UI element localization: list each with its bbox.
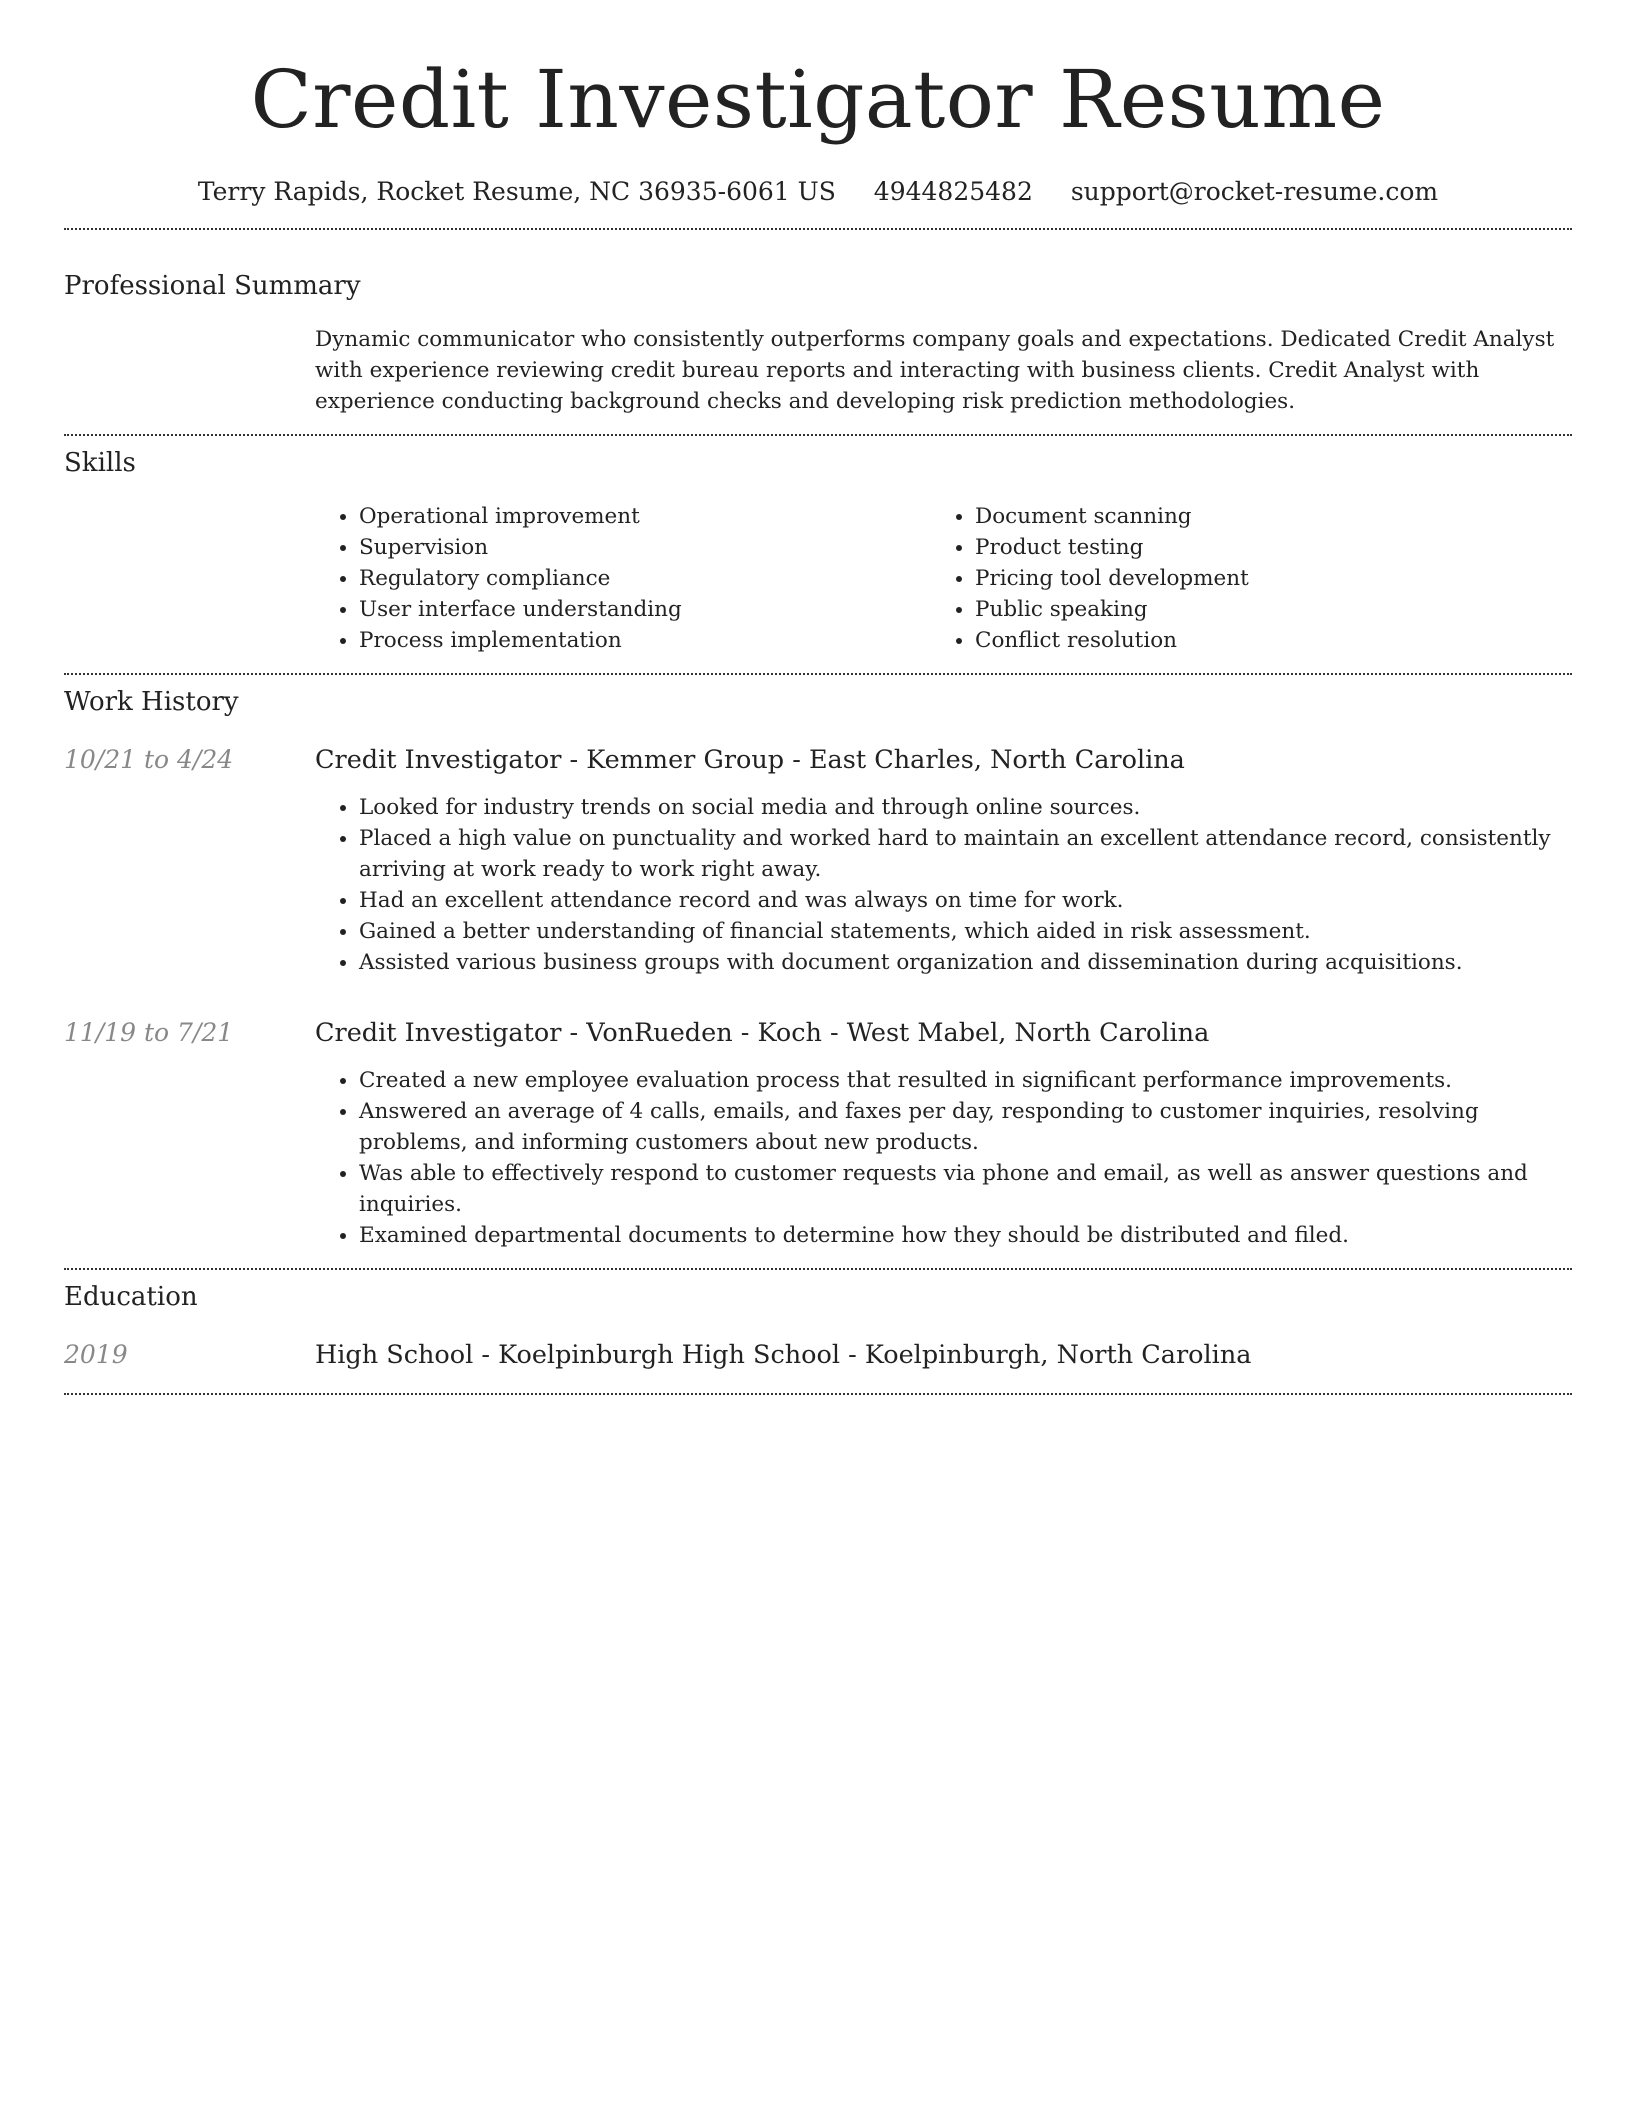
job-dates: 11/19 to 7/21 <box>64 1018 234 1047</box>
job-entry <box>64 744 1572 978</box>
skill-item: • Document scanning <box>975 501 1547 532</box>
resume-page <box>64 0 1572 1395</box>
contact-email: support@rocket-resume.com <box>1070 177 1439 206</box>
section-heading-skills: Skills <box>64 448 136 478</box>
contact-line <box>64 176 1572 208</box>
contact-address: Terry Rapids, Rocket Resume, NC 36935-6061 US <box>197 177 836 206</box>
summary-row <box>64 324 1572 417</box>
job-title: Credit Investigator - VonRueden - Koch - West Mabel, North Carolina <box>315 1018 1210 1048</box>
education-entry <box>64 1339 1572 1371</box>
job-bullet: • Gained a better understanding of financial statements, which aided in risk assessment. <box>359 916 1572 947</box>
skill-item: • Public speaking <box>975 594 1547 625</box>
divider <box>64 434 1572 436</box>
skill-item: • Product testing <box>975 532 1547 563</box>
education-title: High School - Koelpinburgh High School - Koelpinburgh, North Carolina <box>315 1340 1252 1370</box>
skill-item: • Process implementation <box>359 625 931 656</box>
job-bullets <box>315 792 1572 978</box>
skill-item: • Pricing tool development <box>975 563 1547 594</box>
contact-phone: 4944825482 <box>873 177 1033 206</box>
skill-item: • Conflict resolution <box>975 625 1547 656</box>
skill-item: • Regulatory compliance <box>359 563 931 594</box>
job-bullets <box>315 1065 1572 1251</box>
skills-list-left <box>315 501 931 656</box>
resume-title: Credit Investigator Resume <box>250 53 1386 146</box>
job-bullet: • Looked for industry trends on social media and through online sources. <box>359 792 1572 823</box>
skills-list-right <box>931 501 1547 656</box>
job-bullet: • Placed a high value on punctuality and worked hard to maintain an excellent attendance record, consistently arriving at work ready to work right away. <box>359 823 1572 885</box>
skill-item: • User interface understanding <box>359 594 931 625</box>
section-heading-education: Education <box>64 1282 198 1312</box>
job-bullet: • Created a new employee evaluation process that resulted in significant performance improvements. <box>359 1065 1572 1096</box>
divider <box>64 228 1572 230</box>
job-bullet: • Was able to effectively respond to customer requests via phone and email, as well as answer questions and inquiries. <box>359 1158 1572 1220</box>
job-bullet: • Examined departmental documents to determine how they should be distributed and filed. <box>359 1220 1572 1251</box>
education-dates: 2019 <box>64 1340 128 1369</box>
job-bullet: • Answered an average of 4 calls, emails, and faxes per day, responding to customer inquiries, resolving problems, and informing customers about new products. <box>359 1096 1572 1158</box>
job-title: Credit Investigator - Kemmer Group - East Charles, North Carolina <box>315 745 1185 775</box>
skill-item: • Operational improvement <box>359 501 931 532</box>
job-dates: 10/21 to 4/24 <box>64 745 234 774</box>
skills-row <box>64 501 1572 656</box>
skill-item: • Supervision <box>359 532 931 563</box>
skills-columns <box>315 501 1572 656</box>
job-bullet: • Had an excellent attendance record and was always on time for work. <box>359 885 1572 916</box>
divider <box>64 1268 1572 1270</box>
section-heading-work: Work History <box>64 687 239 717</box>
divider <box>64 1393 1572 1395</box>
divider <box>64 673 1572 675</box>
summary-text: Dynamic communicator who consistently outperforms company goals and expectations. Dedicated Credit Analyst with experience reviewing credit bureau reports and interacting with business clients. Credit Analyst with experience conducting background checks and developing risk prediction methodologies. <box>315 327 1555 414</box>
section-heading-summary: Professional Summary <box>64 271 361 301</box>
job-bullet: • Assisted various business groups with document organization and dissemination during acquisitions. <box>359 947 1572 978</box>
job-entry <box>64 1017 1572 1251</box>
